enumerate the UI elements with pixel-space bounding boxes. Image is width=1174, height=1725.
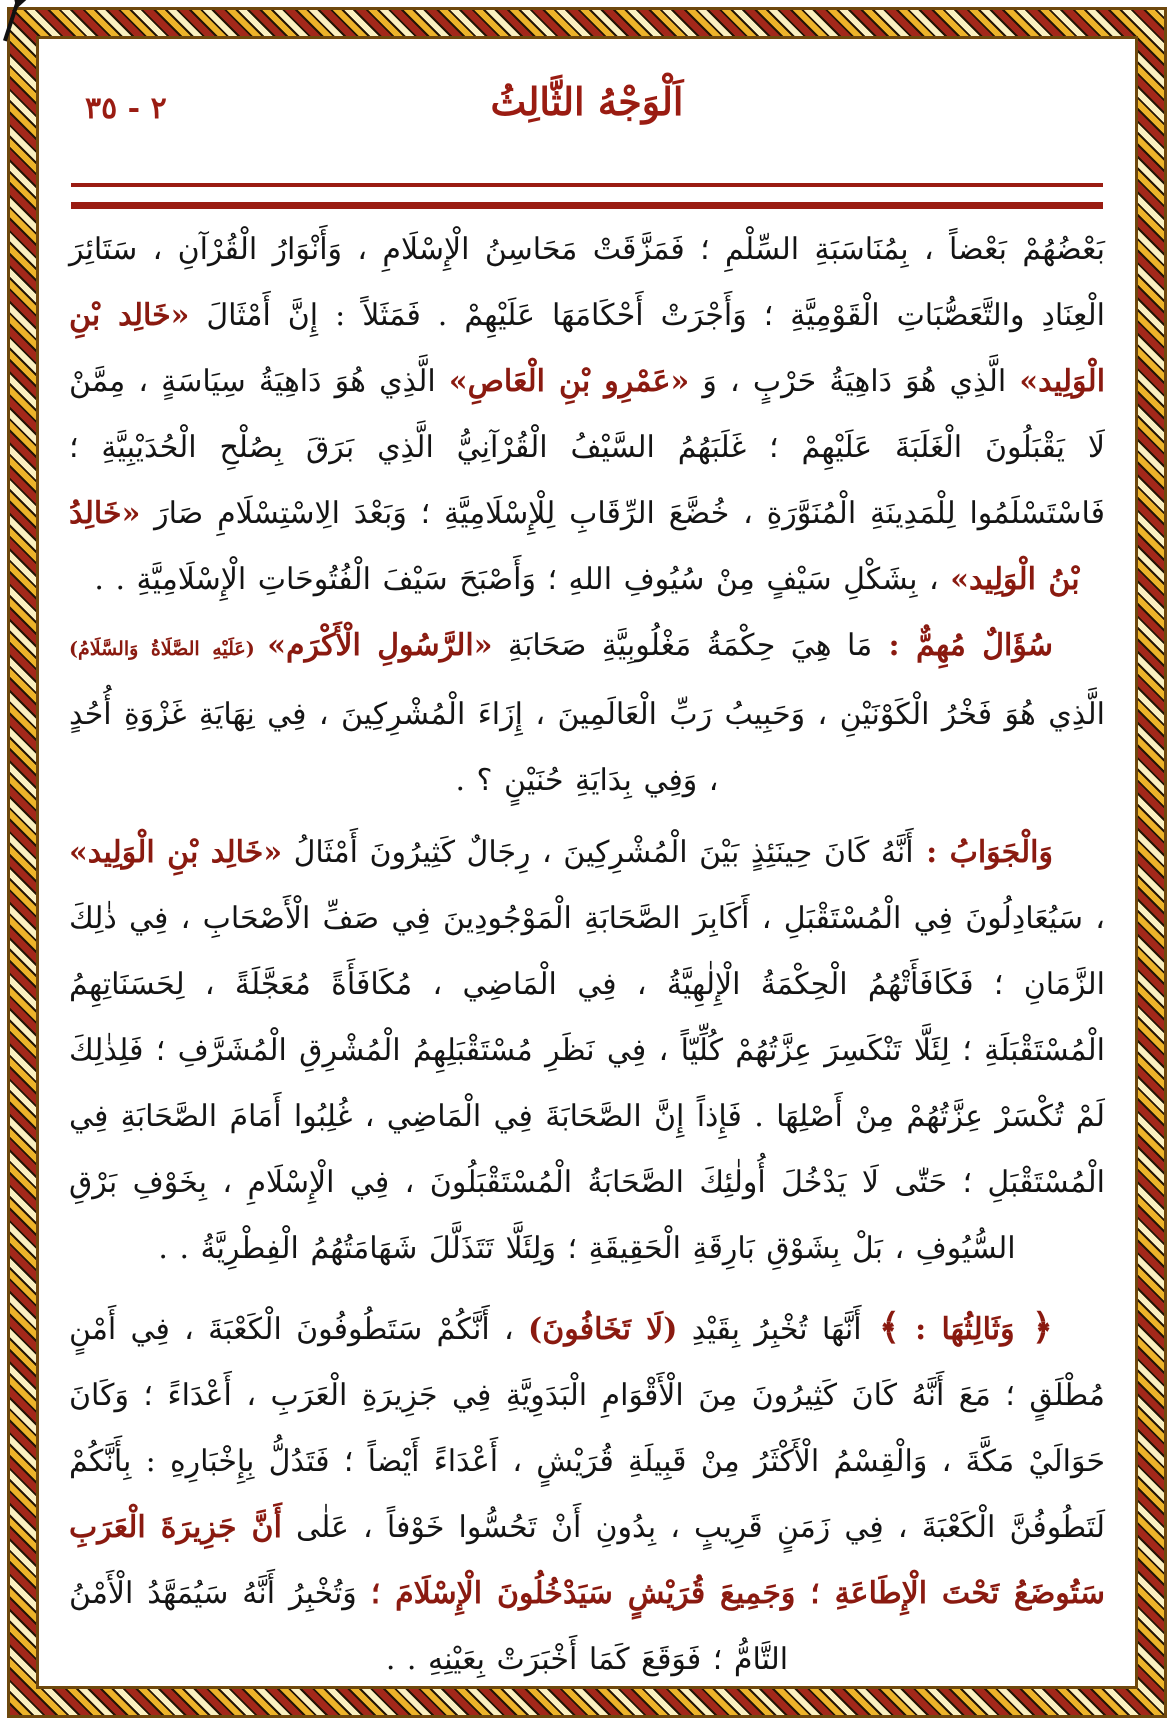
text-run: سُؤَالٌ مُهِمٌّ : (872, 628, 1053, 663)
content-sheet (36, 36, 1138, 1689)
text-run: «خَالِد بْنِ الْوَلِيد» (69, 298, 1106, 399)
text-run: ، أَنَّكُمْ سَتَطُوفُونَ الْكَعْبَةَ ، فِي أَمْنٍ مُطْلَقٍ ؛ مَعَ أَنَّهُ كَانَ كَثِيرُونَ مِنَ الْأَقْوَامِ الْبَدَوِيَّةِ فِي جَزِيرَةِ الْعَرَبِ ، أَعْدَاءً ؛ وَكَانَ حَوَالَيْ مَكَّةَ ، وَالْقِسْمُ الْأَكْثَرُ مِنْ قَبِيلَةِ قُرَيْشٍ ، أَعْدَاءً أَيْضاً ؛ فَتَدُلُّ بِإِخْبَارِهِ : بِأَنَّكُمْ لَتَطُوفُنَّ الْكَعْبَةَ ، فِي زَمَنٍ قَرِيبٍ ، بِدُونِ أَنْ تَحُسُّوا خَوْفاً ، عَلٰى (69, 1312, 1105, 1545)
page-inner (39, 39, 1135, 1686)
body-text (69, 217, 1105, 1693)
text-run: (عَلَيْهِ الصَّلَاةُ وَالسَّلَامُ) (69, 638, 268, 660)
double-rule-divider (71, 183, 1103, 209)
text-run: الَّذِي هُوَ دَاهِيَةُ سِيَاسَةٍ ، مِمَّنْ لَا يَقْبَلُونَ الْغَلَبَةَ عَلَيْهِمْ ؛ غَلَبَهُمُ السَّيْفُ الْقُرْآنِيُّ الَّذِي بَرَقَ بِصُلْحِ الْحُدَيْبِيَّةِ ؛ فَاسْتَسْلَمُوا لِلْمَدِينَةِ الْمُنَوَّرَةِ ، خُضَّعَ الرِّقَابِ لِلْإِسْلَامِيَّةِ ؛ وَبَعْدَ الِاسْتِسْلَامِ صَارَ (69, 364, 1105, 531)
text-run: أَنَّهُ كَانَ حِينَئِذٍ بَيْنَ الْمُشْرِكِينَ ، رِجَالٌ كَثِيرُونَ أَمْثَالُ (282, 835, 914, 870)
text-run: وَثَالِثُهَا : (899, 1312, 1015, 1347)
text-run: أَنَّهَا تُخْبِرُ بِقَيْدِ (677, 1312, 862, 1347)
text-run: وَتُخْبِرُ أَنَّهُ سَيُمَهَّدُ الْأَمْنُ التَّامُّ ؛ فَوَقَعَ كَمَا أَخْبَرَتْ بِعَيْنِهِ . . (69, 1576, 789, 1677)
page-title: اَلْوَجْهُ الثَّالِثُ (490, 79, 684, 124)
page-header (69, 65, 1105, 169)
text-run: مَا هِيَ حِكْمَةُ مَغْلُوبِيَّةِ صَحَابَةِ (492, 628, 873, 663)
text-run: الَّذِي هُوَ فَخْرُ الْكَوْنَيْنِ ، وَحَبِيبُ رَبِّ الْعَالَمِينَ ، إِزَاءَ الْمُشْرِكِينَ ، فِي نِهَايَةِ غَزْوَةِ أُحُدٍ ، وَفِي بِدَايَةِ حُنَيْنٍ ؟ . (69, 697, 1105, 798)
text-run: ، بِشَكْلِ سَيْفٍ مِنْ سُيُوفِ اللهِ ؛ وَأَصْبَحَ سَيْفَ الْفُتُوحَاتِ الْإِسْلَامِيَّةِ . . (94, 562, 951, 597)
paragraph (69, 820, 1105, 1282)
paragraph (69, 1294, 1105, 1693)
text-run: (لَا تَخَافُونَ) (528, 1312, 678, 1347)
ornament-bracket: ﴾ (861, 1306, 900, 1348)
text-run: بَعْضُهُمْ بَعْضاً ، بِمُنَاسَبَةِ السِّلْمِ ؛ فَمَزَّقَتْ مَحَاسِنُ الْإِسْلَامِ ، وَأَنْوَارُ الْقُرْآنِ ، سَتَائِرَ الْعِنَادِ والتَّعَصُّبَاتِ الْقَوْمِيَّةِ ؛ وَأَجْرَتْ أَحْكَامَهَا عَلَيْهِمْ . فَمَثَلاً : إِنَّ أَمْثَالَ (69, 232, 1105, 333)
text-run: «خَالِد بْنِ الْوَلِيد» (69, 835, 283, 870)
text-run: أَنَّ جَزِيرَةَ الْعَرَبِ سَتُوضَعُ تَحْتَ الْإِطَاعَةِ ؛ وَجَمِيعَ قُرَيْشٍ سَيَدْخُلُونَ الْإِسْلَامَ ؛ (69, 1510, 1105, 1611)
page-number: ٣٥ - ٢ (85, 91, 167, 126)
text-run: «الرَّسُولِ الْأَكْرَم» (267, 628, 493, 663)
text-run: ، سَيُعَادِلُونَ فِي الْمُسْتَقْبَلِ ، أَكَابِرَ الصَّحَابَةِ الْمَوْجُودِينَ فِي صَفِّ الْأَصْحَابِ ، فِي ذٰلِكَ الزَّمَانِ ؛ فَكَافَأَتْهُمُ الْحِكْمَةُ الْإِلٰهِيَّةُ ، فِي الْمَاضِي ، مُكَافَأَةً مُعَجَّلَةً ، لِحَسَنَاتِهِمُ الْمُسْتَقْبَلَةِ ؛ لِئَلَّا تَنْكَسِرَ عِزَّتُهُمْ كُلِّيّاً ، فِي نَظَرِ مُسْتَقْبَلِهِمُ الْمُشْرِقِ الْمُشَرَّفِ ؛ فَلِذٰلِكَ لَمْ تُكْسَرْ عِزَّتُهُمْ مِنْ أَصْلِهَا . فَإِذاً إِنَّ الصَّحَابَةَ فِي الْمَاضِي ، غُلِبُوا أَمَامَ الصَّحَابَةِ فِي الْمُسْتَقْبَلِ ؛ حَتّٰى لَا يَدْخُلَ أُولٰئِكَ الصَّحَابَةُ الْمُسْتَقْبَلُونَ ، فِي الْإِسْلَامِ ، بِخَوْفِ بَرْقِ السُّيُوفِ ، بَلْ بِشَوْقِ بَارِقَةِ الْحَقِيقَةِ ؛ وَلِئَلَّا تَتَذَلَّلَ شَهَامَتُهُمُ الْفِطْرِيَّةُ . . (69, 901, 1105, 1266)
text-run: الَّذِي هُوَ دَاهِيَةُ حَرْبٍ ، وَ (689, 364, 1020, 399)
text-run: وَالْجَوَابُ : (913, 835, 1053, 870)
ornament-bracket: ﴿ (1014, 1306, 1053, 1348)
text-run: «عَمْرِو بْنِ الْعَاصِ» (448, 364, 690, 399)
paragraph (69, 613, 1105, 814)
text-run: «خَالِدُ بْنُ الْوَلِيد» (69, 496, 1080, 597)
paragraph (69, 217, 1105, 613)
